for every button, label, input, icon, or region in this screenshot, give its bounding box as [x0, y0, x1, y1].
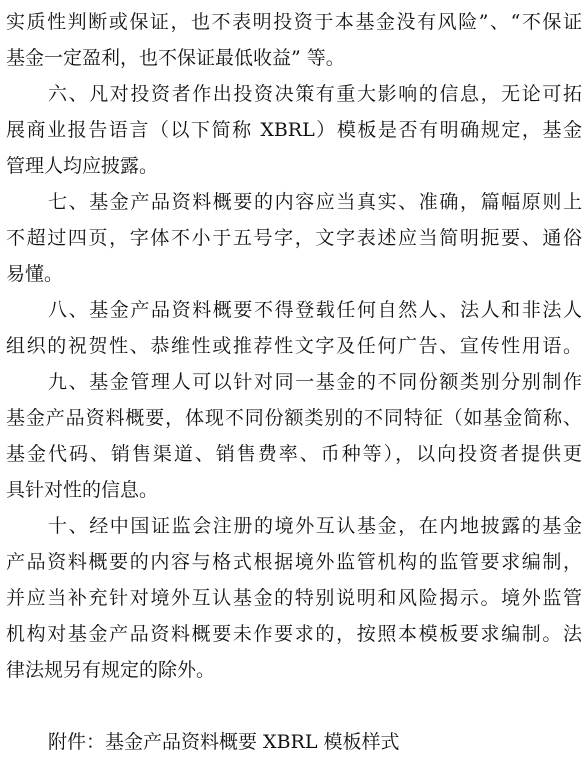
paragraph-9-line: 九、基金管理人可以针对同一基金的不同份额类别分别制作	[48, 371, 582, 393]
paragraph-8-line: 八、基金产品资料概要不得登载任何自然人、法人和非法人	[48, 299, 582, 321]
text-line: 机构对基金产品资料概要未作要求的，按照本模板要求编制。法	[6, 623, 582, 645]
paragraph-7-line: 七、基金产品资料概要的内容应当真实、准确，篇幅原则上	[48, 191, 582, 213]
paragraph-10-line: 十、经中国证监会注册的境外互认基金，在内地披露的基金	[48, 515, 582, 537]
text-line: 基金一定盈利，也不保证最低收益” 等。	[6, 47, 345, 69]
text-line: 具针对性的信息。	[6, 479, 159, 501]
text-line: 基金代码、销售渠道、销售费率、币种等），以向投资者提供更	[6, 443, 582, 465]
text-line: 律法规另有规定的除外。	[6, 659, 216, 681]
text-line: 基金产品资料概要，体现不同份额类别的不同特征（如基金简称、	[6, 407, 582, 429]
text-line: 不超过四页，字体不小于五号字，文字表述应当简明扼要、通俗	[6, 227, 582, 249]
attachment-line: 附件：基金产品资料概要 XBRL 模板样式	[48, 731, 400, 753]
text-line: 展商业报告语言（以下简称 XBRL）模板是否有明确规定，基金	[6, 119, 582, 141]
text-line: 管理人均应披露。	[6, 155, 159, 177]
text-line: 组织的祝贺性、恭维性或推荐性文字及任何广告、宣传性用语。	[6, 335, 582, 357]
paragraph-6-line: 六、凡对投资者作出投资决策有重大影响的信息，无论可拓	[48, 83, 582, 105]
text-line: 产品资料概要的内容与格式根据境外监管机构的监管要求编制，	[6, 551, 582, 573]
text-line: 易懂。	[6, 263, 64, 285]
text-line: 实质性判断或保证，也不表明投资于本基金没有风险”、“不保证	[6, 11, 582, 33]
text-line: 并应当补充针对境外互认基金的特别说明和风险揭示。境外监管	[6, 587, 582, 609]
